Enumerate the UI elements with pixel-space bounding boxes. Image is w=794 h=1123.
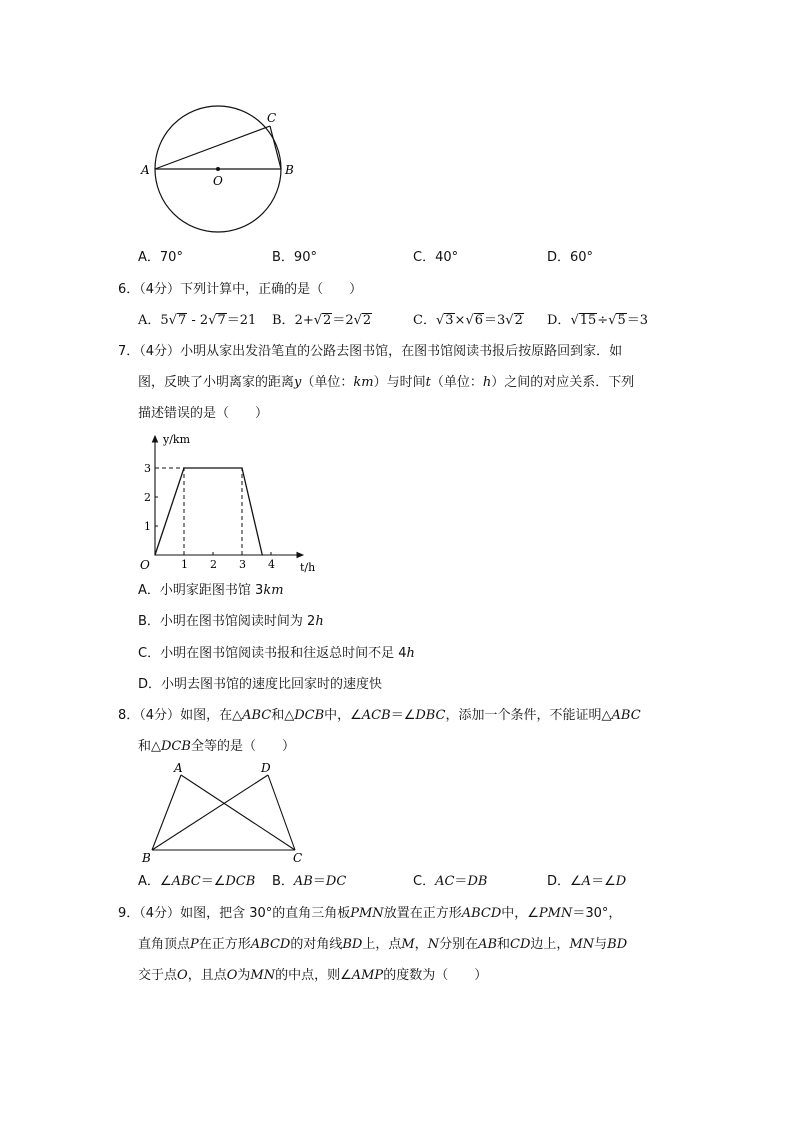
q5-option-c-text: 40° [435,250,459,265]
q8-option-c-var: AC [435,874,455,889]
q9-var: ABCD [250,937,291,952]
q7-x-tick-label-1: 1 [181,558,188,571]
q9-text: 的度数为（ ） [383,968,488,983]
q9-text: 和 [497,937,511,952]
q9-text: 放置在正方形 [383,906,462,921]
q7-option-b-key: B． [138,614,160,629]
q7-line2-part: （单位： [430,375,483,390]
q9-var: CD [510,937,531,952]
q9-text: 上，点 [362,937,402,952]
q9-text: 为 [237,968,251,983]
q8-var: ACB [361,708,391,723]
q7-score: （4分） [139,344,181,359]
q9-text: 直角顶点 [138,937,191,952]
q9-text: 中，∠ [501,906,539,921]
q6-b-mid: ＝2 [332,313,354,328]
q6-score: （4分） [139,282,181,297]
q9-text: 与 [594,937,608,952]
q5-option-a-key: A． [138,250,160,265]
q7-option-a-unit: km [263,583,284,598]
q6-b-coef: 2+ [294,313,314,328]
q8-segment-dc [268,775,295,850]
q8-segment-ac [181,775,295,850]
q7-option-d-key: D． [138,677,162,692]
q8-text: 和△ [138,739,161,754]
q8-number: 8． [118,708,140,723]
q6-c-radicand-3: 2 [514,313,523,328]
q8-var: DCB [161,739,191,754]
q8-option-a-key: A． [138,874,160,889]
q6-option-d[interactable]: D．√15÷√5＝3 [547,313,649,328]
q8-option-b-sym: ＝ [312,874,326,889]
q8-option-d[interactable] [547,875,626,888]
q9-var: P [190,937,199,952]
q8-option-a-var: ABC [171,874,201,889]
q9-var: MN [569,937,595,952]
q7-option-a[interactable] [138,584,284,597]
q8-label-b: B [142,851,151,865]
q8-option-d-sym: ＝∠ [591,874,616,889]
q6-b-radicand-2: 2 [362,313,372,328]
q5-option-a[interactable] [138,251,183,264]
q8-var: DCB [294,708,325,723]
q6-option-b[interactable]: B．2+√2＝2√2 [272,313,372,328]
q9-score: （4分） [139,906,181,921]
q7-option-a-text: 小明家距图书馆 3 [159,583,264,598]
q7-y-tick-label-3: 3 [144,462,151,475]
q5-label-b: B [285,163,294,177]
q8-option-a-sym: ＝∠ [200,874,226,889]
q8-text: ＝∠ [390,708,416,723]
q7-line2-part: ）之间的对应关系．下列 [491,375,635,390]
q6-d-mid: ÷ [597,313,609,328]
q5-option-b[interactable] [272,251,317,264]
q6-option-c[interactable]: C．√3×√6＝3√2 [413,313,523,328]
q7-line2-part: ）与时间 [373,375,426,390]
q6-stem [118,283,362,296]
q7-data-point-2 [183,467,184,468]
q7-x-tick-label-2: 2 [210,558,217,571]
q8-option-c-sym: ＝ [454,874,468,889]
q7-stem-line-2 [138,376,634,389]
q6-option-a-key: A． [138,313,161,328]
q9-var: BD [607,937,628,952]
q9-stem-line-1 [118,907,621,920]
q8-option-a-sym: ∠ [159,874,172,889]
q5-option-b-text: 90° [293,250,317,265]
q6-a-tail: ＝21 [226,313,257,328]
q9-var: O [226,968,238,983]
q9-text: 分别在 [439,937,479,952]
q7-data-point-4 [262,554,263,555]
q7-data-point-3 [241,467,242,468]
q6-number: 6． [118,282,140,297]
q5-option-d-text: 60° [570,250,594,265]
q5-label-c: C [267,111,277,125]
q6-stem-text: 下列计算中，正确的是（ ） [180,282,363,297]
q7-series-line [155,468,262,555]
q7-x-tick-label-3: 3 [239,558,246,571]
q8-option-b-var: AB [293,874,313,889]
q7-stem-line-3 [138,407,268,420]
q6-option-d-key: D． [547,313,571,328]
q7-distance-time-chart [135,426,330,576]
q5-label-a: A [141,163,150,177]
q5-option-a-text: 70° [159,250,183,265]
q8-var: ABC [611,708,641,723]
q9-text: 的对角线 [290,937,343,952]
q8-stem-line-1 [118,709,641,722]
q5-option-b-key: B． [272,250,294,265]
q8-option-c[interactable] [413,875,487,888]
q5-circle-figure [130,96,310,256]
q9-var: PMN [538,906,573,921]
q6-a-radicand-2: 7 [217,313,226,328]
q6-d-tail: ＝3 [626,313,649,328]
q6-option-a[interactable]: A．5√7 - 2√7＝21 [138,313,257,328]
q8-option-c-var: DB [467,874,488,889]
q7-option-b-unit: h [315,614,324,629]
q7-stem-line-1 [118,345,622,358]
q8-label-d: D [261,761,271,775]
q8-text: 和△ [271,708,295,723]
q9-text: ＝30°， [572,906,622,921]
q5-chord-ac [155,126,270,169]
q5-label-o: O [213,174,223,188]
q7-y-axis-label: y/km [163,433,191,446]
q9-var: ABCD [461,906,502,921]
q8-stem-line-2 [138,740,295,753]
q5-option-d-key: D． [547,250,571,265]
q9-text: ，且点 [187,968,227,983]
q6-c-mid2: ＝3 [484,313,506,328]
q9-var: AMP [351,968,384,983]
q8-text: 如图，在△ [180,708,243,723]
q7-option-d-text: 小明去图书馆的速度比回家时的速度快 [161,677,383,692]
q7-unit-h: h [482,375,492,390]
q7-option-c[interactable] [138,647,415,660]
q9-var: BD [342,937,363,952]
q8-var: ABC [242,708,272,723]
q8-option-d-var: A [581,874,592,889]
q9-var: PMN [350,906,384,921]
q9-text: ， [414,937,428,952]
q8-option-a-var: DCB [225,874,256,889]
q8-label-a: A [174,761,183,775]
q9-var: O [177,968,188,983]
q9-text: 在正方形 [198,937,251,952]
q7-x-axis-label: t/h [300,561,316,574]
q9-var: M [401,937,415,952]
q7-option-c-key: C． [138,646,161,661]
q6-a-coef: 5 [160,313,169,328]
q7-x-tick-label-4: 4 [268,558,275,571]
q7-option-a-key: A． [138,583,160,598]
q7-line1: 小明从家出发沿笔直的公路去图书馆，在图书馆阅读书报后按原路回到家．如 [180,344,623,359]
q8-text: 全等的是（ ） [190,739,295,754]
q7-origin-label: O [140,558,150,572]
q8-option-b-var: DC [325,874,347,889]
q7-var-t: t [425,375,431,390]
q9-var: MN [250,968,276,983]
q8-text: 中，∠ [324,708,362,723]
q8-triangles-figure [135,760,315,868]
q7-data-point-1 [154,554,155,555]
q7-option-c-text: 小明在图书馆阅读书报和往返总时间不足 4 [160,646,407,661]
q9-number: 9． [118,906,140,921]
q7-option-b[interactable] [138,615,324,628]
q9-stem-line-2 [138,938,627,951]
q9-var: AB [478,937,498,952]
q6-option-c-key: C． [413,313,436,328]
q5-option-d[interactable] [547,251,593,264]
q8-score: （4分） [139,708,181,723]
q8-option-b[interactable] [272,875,346,888]
q7-number: 7． [118,344,140,359]
q7-y-tick-label-2: 2 [144,491,151,504]
q6-a-mid: - 2 [187,313,209,328]
q8-text: ，添加一个条件，不能证明△ [445,708,612,723]
q9-var: N [427,937,440,952]
q6-a-radicand-1: 7 [177,313,187,328]
q7-unit-km: km [353,375,374,390]
q8-option-d-key: D． [547,874,571,889]
q8-option-b-key: B． [272,874,294,889]
q8-option-a[interactable] [138,875,255,888]
q7-option-b-text: 小明在图书馆阅读时间为 2 [159,614,316,629]
q7-line3: 描述错误的是（ ） [138,406,269,421]
q9-stem-line-3 [138,969,487,982]
q8-label-c: C [293,851,303,865]
q5-chord-cb [270,126,281,169]
q7-line2-part: 图，反映了小明离家的距离 [138,375,295,390]
q7-line2-part: （单位： [301,375,354,390]
q7-y-tick-label-1: 1 [144,520,151,533]
q9-text: 交于点 [138,968,178,983]
q6-c-mid: × [454,313,466,328]
q8-segment-ba [152,775,181,850]
q6-d-radicand-1: 15 [579,313,597,328]
q6-d-radicand-2: 5 [617,313,626,328]
q5-option-c[interactable] [413,251,458,264]
q9-text: 边上， [530,937,570,952]
q7-option-d[interactable] [138,678,382,691]
q6-b-radicand-1: 2 [323,313,332,328]
q9-text: 如图，把含 30°的直角三角板 [180,906,351,921]
q9-text: 的中点，则∠ [275,968,352,983]
q8-segment-bd [152,775,268,850]
q7-option-c-unit: h [406,646,415,661]
q8-var: DBC [415,708,446,723]
q8-option-d-var: D [615,874,627,889]
q5-center-dot [216,167,220,171]
q5-option-c-key: C． [413,250,436,265]
q6-c-radicand-2: 6 [474,313,484,328]
q8-option-c-key: C． [413,874,436,889]
q6-c-radicand-1: 3 [445,313,454,328]
q6-option-b-key: B． [272,313,295,328]
q7-var-y: y [294,375,302,390]
q8-option-d-sym: ∠ [570,874,582,889]
